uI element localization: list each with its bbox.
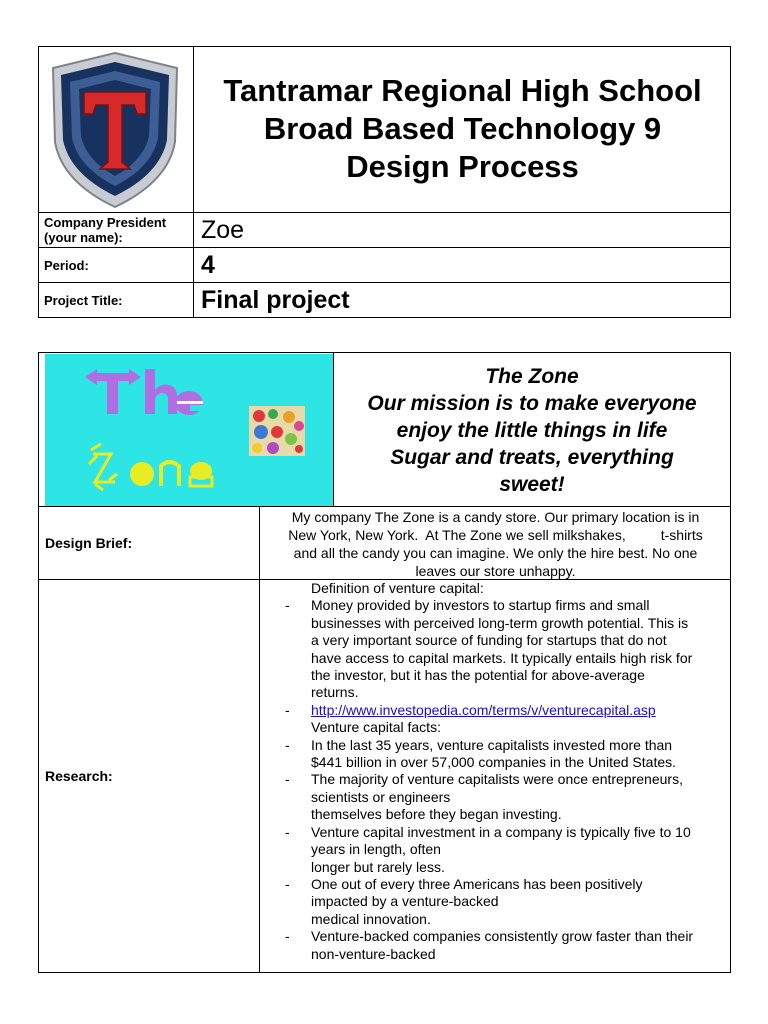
- design-brief-text: My company The Zone is a candy store. Our primary location is in New York, New York. At The Zone we sell milkshakes, t-shirts and all the candy you can imagine. We only the hire best. No one leaves our store unhappy.: [288, 509, 703, 579]
- company-banner: [45, 354, 333, 506]
- research-line: Money provided by investors to startup firms and small: [311, 597, 650, 614]
- company-mission: [334, 354, 730, 506]
- research-text: [311, 719, 730, 736]
- bullet-dash: -: [285, 736, 290, 753]
- mission-line: Our mission is to make everyone: [367, 391, 697, 415]
- research-line: themselves before they began investing.: [311, 806, 562, 823]
- president-value: Zoe: [201, 215, 245, 244]
- research-list: [285, 580, 730, 963]
- research-line: Definition of venture capital:: [311, 580, 484, 596]
- research-line: businesses with perceived long-term growth potential. This is: [311, 614, 689, 631]
- research-line: have access to capital markets. It typically entails high risk for: [311, 649, 693, 666]
- research-item: [285, 737, 730, 772]
- research-line: Venture-backed companies consistently grow faster than their: [311, 928, 694, 945]
- research-line: a very important source of funding for startups that do not: [311, 632, 667, 649]
- school-logo: [48, 50, 182, 210]
- research-line: $441 billion in over 57,000 companies in the United States.: [311, 754, 677, 771]
- bullet-dash: -: [285, 701, 290, 718]
- source-link[interactable]: [311, 702, 730, 719]
- mission-line: The Zone: [485, 364, 579, 388]
- school-shield-logo-icon: [48, 50, 182, 210]
- period-label: Period:: [44, 257, 89, 273]
- document-title: [194, 46, 731, 212]
- president-label: Company President (your name):: [44, 215, 167, 245]
- research-line: Venture capital facts:: [311, 719, 441, 736]
- mission-line: Sugar and treats, everything: [390, 445, 674, 469]
- bullet-dash: [285, 580, 311, 597]
- research-item: [285, 824, 730, 876]
- research-line: One out of every three Americans has been positively: [311, 875, 643, 892]
- research-line: the investor, but it has the potential for above-average: [311, 667, 645, 684]
- bullet-dash: -: [285, 928, 290, 945]
- bullet-dash: [285, 719, 311, 736]
- research-line: longer but rarely less.: [311, 858, 445, 875]
- bullet-dash: -: [285, 771, 290, 788]
- research-item: [285, 928, 730, 963]
- research-line: In the last 35 years, venture capitalists invested more than: [311, 736, 673, 753]
- research-line: non-venture-backed: [311, 945, 436, 962]
- research-text: [311, 876, 730, 928]
- research-line: returns.: [311, 684, 359, 701]
- research-label: Research:: [45, 768, 113, 784]
- mission-line: enjoy the little things in life: [396, 418, 668, 442]
- research-line: years in length, often: [311, 841, 441, 858]
- research-text: [311, 824, 730, 876]
- candy-image-icon: [249, 406, 305, 456]
- research-line: Venture capital investment in a company is typically five to 10: [311, 823, 691, 840]
- mission-line: sweet!: [499, 472, 565, 496]
- research-item: [285, 719, 730, 736]
- project-title-value: Final project: [201, 285, 350, 314]
- banner-word-zone: [89, 444, 117, 490]
- research-line: The majority of venture capitalists were once entrepreneurs,: [311, 771, 683, 788]
- subject-name: Design Process: [346, 149, 579, 184]
- research-line: impacted by a venture-backed: [311, 893, 499, 910]
- design-brief-label: Design Brief:: [45, 535, 133, 551]
- research-text: [311, 580, 730, 597]
- banner-word-the: [85, 369, 204, 415]
- bullet-dash: -: [285, 597, 290, 614]
- research-text: [311, 737, 730, 772]
- course-name: Broad Based Technology 9: [263, 111, 662, 146]
- research-item: [285, 580, 730, 597]
- project-title-label: Project Title:: [44, 292, 123, 308]
- period-value: 4: [201, 250, 215, 279]
- research-line: medical innovation.: [311, 910, 431, 927]
- research-item: [285, 876, 730, 928]
- research-item: [285, 597, 730, 701]
- bullet-dash: -: [285, 823, 290, 840]
- research-text: [311, 928, 730, 963]
- research-link-item[interactable]: [285, 702, 730, 719]
- research-text: [311, 771, 730, 823]
- research-line: http://www.investopedia.com/terms/v/venturecapital.asp: [311, 701, 656, 718]
- school-name: Tantramar Regional High School: [223, 73, 702, 108]
- research-text: [311, 597, 730, 701]
- bullet-dash: -: [285, 875, 290, 892]
- research-line: scientists or engineers: [311, 788, 451, 805]
- research-item: [285, 771, 730, 823]
